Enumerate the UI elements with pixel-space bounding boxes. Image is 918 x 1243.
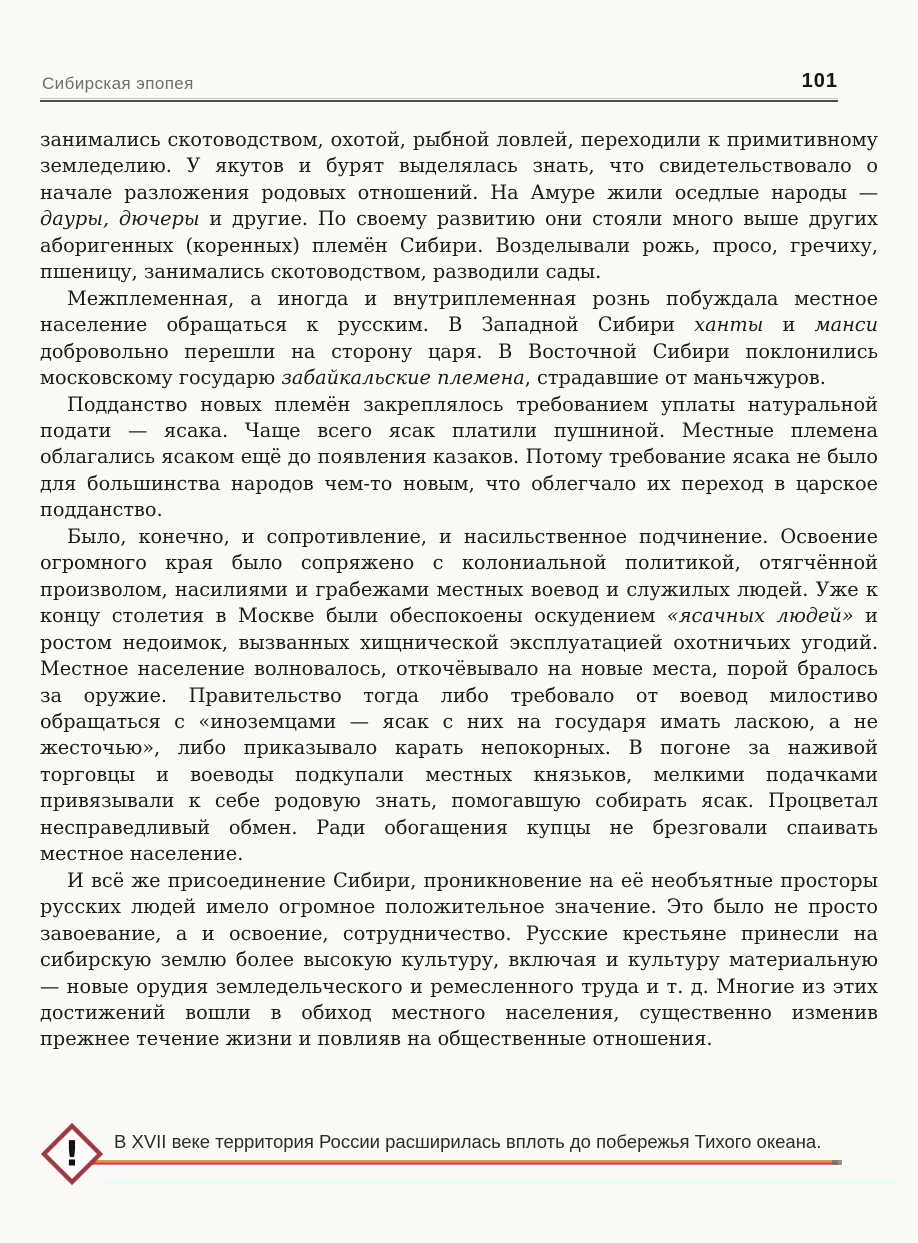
header-rule <box>40 98 838 102</box>
svg-text:!: ! <box>64 1134 80 1175</box>
callout-underline <box>59 1160 838 1165</box>
running-title: Сибирская эпопея <box>42 74 194 93</box>
scan-artifact-line <box>105 1180 897 1184</box>
paragraph: Межплеменная, а иногда и внутриплеменная рознь побуждала местное население обращаться к русским. В Западной Сибири ханты и манси добровольно перешли на сторону царя. В Восточной Сибири поклонились московскому государю забайкальские племена, страдавшие от маньчжуров. <box>40 286 878 390</box>
paragraph: занимались скотоводством, охотой, рыбной ловлей, переходили к примитивному земледелию. У якутов и бурят выделялась знать, что свидетельствовало о начале разложения родовых отношений. На Амуре жили оседлые народы — дауры, дючеры и другие. По своему развитию они стояли много выше других аборигенных (коренных) племён Сибири. Возделывали рожь, просо, гречиху, пшеницу, занимались скотоводством, разводили сады. <box>40 128 878 284</box>
paragraph: Подданство новых племён закреплялось требованием уплаты натуральной подати — ясака. Чаще всего ясак платили пушниной. Местные племена облагались ясаком ещё до появления казаков. Потому требование ясака не было для большинства народов чем-то новым, что облегчало их переход в царское подданство. <box>40 392 878 522</box>
exclamation-diamond-icon <box>41 1123 103 1185</box>
callout-text: В XVII веке территория России расширилась вплоть до побережья Тихого океана. <box>114 1131 822 1152</box>
paragraph: Было, конечно, и сопротивление, и насильственное подчинение. Освоение огромного края было сопряжено с колониальной политикой, отягчённой произволом, насилиями и грабежами местных воевод и служилых людей. Уже к концу столетия в Москве были обеспокоены оскудением «ясачных людей» и ростом недоимок, вызванных хищнической эксплуатацией охотничьих угодий. Местное население волновалось, откочёвывало на новые места, порой бралось за оружие. Правительство тогда либо требовало от воевод милостиво обращаться с «иноземцами — ясак с них на государя имать ласкою, а не жесточью», либо приказывало карать непокорных. В погоне за наживой торговцы и воеводы подкупали местных князьков, мелкими подачками привязывали к себе родовую знать, помогавшую собирать ясак. Процветал несправедливый обмен. Ради обогащения купцы не брезговали спаивать местное население. <box>40 524 878 866</box>
page-number: 101 <box>801 70 838 92</box>
paragraph: И всё же присоединение Сибири, проникновение на её необъятные просторы русских людей имело огромное положительное значение. Это было не просто завоевание, а и освоение, сотрудничество. Русские крестьяне принесли на сибирскую землю более высокую культуру, включая и культуру материальную — новые орудия земледельческого и ремесленного труда и т. д. Многие из этих достижений вошли в обиход местного населения, существенно изменив прежнее течение жизни и повлияв на общественные отношения. <box>40 868 878 1051</box>
body-text <box>40 127 878 1053</box>
